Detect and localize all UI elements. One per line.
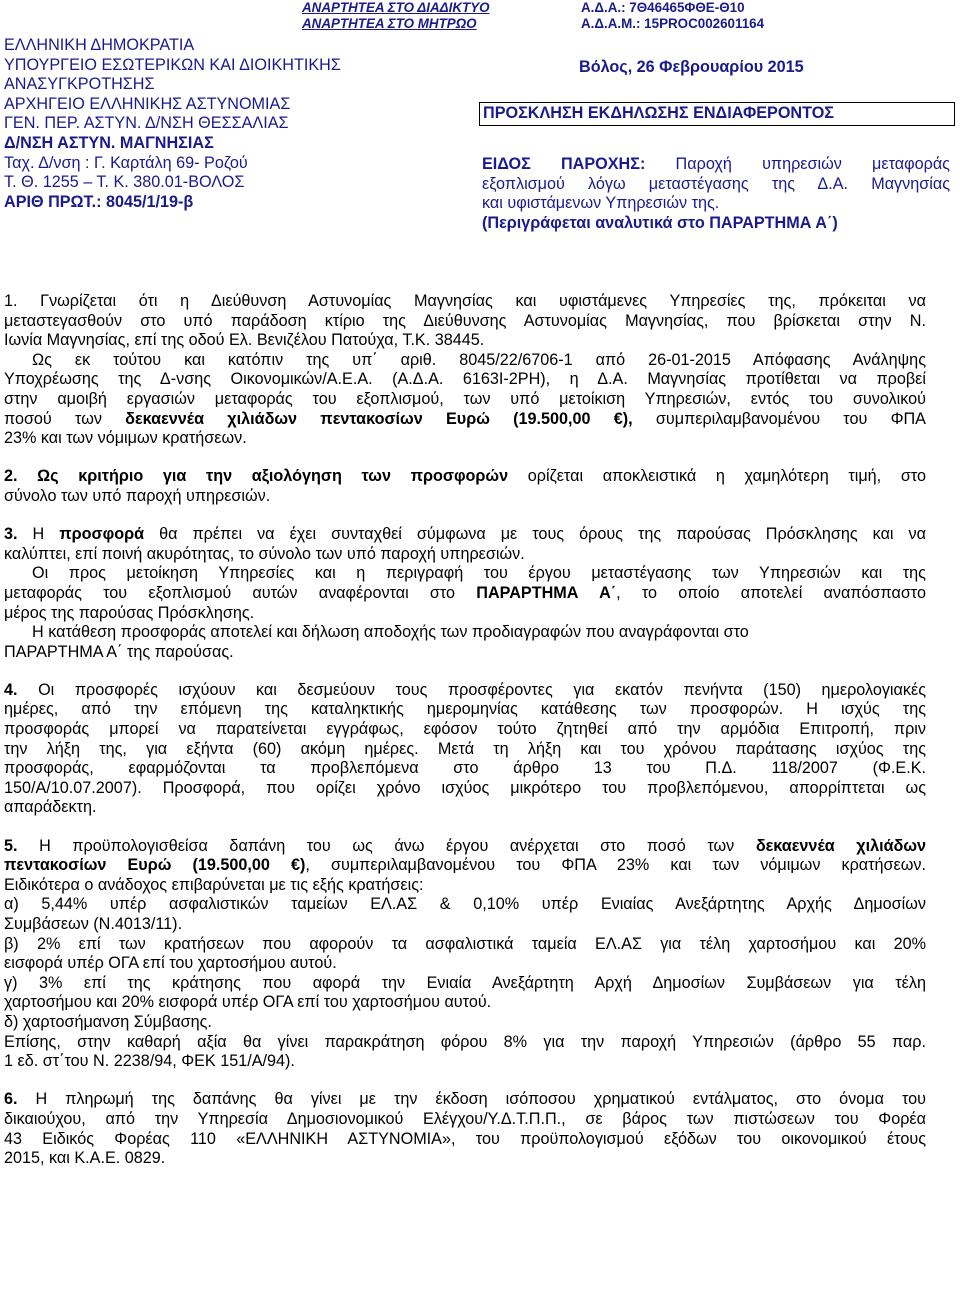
paragraph-text: συμπεριλαμβανομένου του ΦΠΑ bbox=[632, 409, 926, 428]
paragraph-line: Ιωνία Μαγνησίας, επί της οδού Ελ. Βενιζέλου Πατούχα, Τ.Κ. 38445. bbox=[4, 331, 485, 350]
section-number: 3. bbox=[4, 525, 18, 544]
paragraph-text: , συμπεριλαμβανομένου του ΦΠΑ 23% και των νόμιμων κρατήσεων. bbox=[305, 856, 926, 875]
paragraph-line: χαρτοσήμου και 20% εισφορά υπέρ ΟΓΑ επί του χαρτοσήμου αυτού. bbox=[4, 993, 492, 1012]
paragraph-text: Η προϋπολογισθείσα δαπάνη του ως άνω έργου ανέρχεται στο ποσό των bbox=[17, 836, 756, 855]
paragraph-text: Η bbox=[17, 525, 60, 544]
paragraph-line: Συμβάσεων (Ν.4013/11). bbox=[4, 915, 183, 933]
paragraph-line: Ειδικότερα ο ανάδοχος επιβαρύνεται με τις εξής κρατήσεις: bbox=[4, 875, 424, 894]
document-date: Βόλος, 26 Φεβρουαρίου 2015 bbox=[579, 58, 804, 76]
section-number: 2. bbox=[4, 467, 18, 486]
service-type-text: Παροχή υπηρεσιών μεταφοράς bbox=[645, 155, 950, 173]
paragraph-line: 23% και των νόμιμων κρατήσεων. bbox=[4, 429, 247, 448]
section-number: 5. bbox=[4, 836, 18, 855]
document-body bbox=[4, 292, 926, 1169]
paragraph-line: ημέρες, από την επόμενη της καταληκτικής ημερομηνίας κατάθεσης των προσφορών. Η ισχύς της bbox=[4, 700, 926, 719]
section-5 bbox=[4, 837, 926, 1072]
header-line: Ταχ. Δ/νση : Γ. Καρτάλη 69- Ροζού bbox=[4, 153, 248, 172]
header-line: Τ. Θ. 1255 – Τ. Κ. 380.01-ΒΟΛΟΣ bbox=[4, 173, 245, 192]
paragraph-line: προσφοράς, εφαρμόζονται τα προβλεπόμενα στο άρθρο 13 του Π.Δ. 118/2007 (Φ.Ε.Κ. bbox=[4, 759, 926, 778]
deduction-item: β) 2% επί των κρατήσεων που αφορούν τα ασφαλιστικά ταμεία ΕΛ.ΑΣ για τέλη χαρτοσήμου και 20% bbox=[4, 934, 926, 953]
header-line: ΑΡΧΗΓΕΙΟ ΕΛΛΗΝΙΚΗΣ ΑΣΤΥΝΟΜΙΑΣ bbox=[4, 94, 291, 113]
paragraph-line: 43 Ειδικός Φορέας 110 «ΕΛΛΗΝΙΚΗ ΑΣΤΥΝΟΜΙΑ», του προϋπολογισμού εξόδων του οικονομικού έτους bbox=[4, 1129, 926, 1148]
posting-internet: ΑΝΑΡΤΗΤΕΑ ΣΤΟ ΔΙΑΔΙΚΤΥΟ bbox=[302, 0, 490, 15]
ada-code: Α.Δ.Α.: 7Θ46465ΦΘΕ-Θ10 bbox=[581, 0, 745, 15]
paragraph-line: στην αμοιβή εργασιών μεταφοράς του εξοπλισμού, των υπό μετοίκιση Υπηρεσιών, εντός του συνολικού bbox=[4, 389, 926, 408]
paragraph-text: Η πληρωμή της δαπάνης θα γίνει με την έκδοση ισόποσου χρηματικού εντάλματος, στο όνομα του bbox=[17, 1090, 926, 1109]
paragraph-text: ποσού των bbox=[4, 409, 126, 428]
amount-number: πεντακοσίων Ευρώ (19.500,00 €) bbox=[4, 856, 306, 875]
paragraph-text: ορίζεται αποκλειστικά η χαμηλότερη τιμή, στο bbox=[508, 467, 926, 486]
posting-registry: ΑΝΑΡΤΗΤΕΑ ΣΤΟ ΜΗΤΡΩΟ bbox=[302, 16, 477, 31]
paragraph-line: εισφορά υπέρ ΟΓΑ επί του χαρτοσήμου αυτού. bbox=[4, 954, 337, 973]
paragraph-text: , το οποίο αποτελεί αναπόσπαστο bbox=[616, 583, 926, 602]
amount-words: δεκαεννέα χιλιάδων πεντακοσίων Ευρώ bbox=[125, 409, 490, 428]
document-title: ΠΡΟΣΚΛΗΣΗ ΕΚΔΗΛΩΣΗΣ ΕΝΔΙΑΦΕΡΟΝΤΟΣ bbox=[479, 102, 955, 126]
section-3 bbox=[4, 525, 926, 662]
deduction-item: γ) 3% επί της κράτησης που αφορά την Ενιαία Ανεξάρτητη Αρχή Δημοσίων Συμβάσεων για τέλη bbox=[4, 973, 926, 992]
paragraph-text: Οι προσφορές ισχύουν και δεσμεύουν τους προσφέροντες για εκατόν πενήντα (150) ημερολογιακές bbox=[17, 680, 926, 699]
section-number: 4. bbox=[4, 680, 18, 699]
header-line: ΓΕΝ. ΠΕΡ. ΑΣΤΥΝ. Δ/ΝΣΗ ΘΕΣΣΑΛΙΑΣ bbox=[4, 114, 289, 133]
header-line: ΑΝΑΣΥΓΚΡΟΤΗΣΗΣ bbox=[4, 75, 155, 94]
section-6 bbox=[4, 1090, 926, 1168]
service-type-text: εξοπλισμού λόγω μεταστέγασης της Δ.Α. Μαγνησίας bbox=[482, 174, 950, 193]
paragraph-line: 150/Α/10.07.2007). Προσφορά, που ορίζει χρόνο ισχύος μικρότερο του προβλεπόμενου, απορρίπτεται ως bbox=[4, 778, 926, 797]
header-line: Δ/ΝΣΗ ΑΣΤΥΝ. ΜΑΓΝΗΣΙΑΣ bbox=[4, 133, 214, 152]
issuer-header bbox=[4, 36, 341, 212]
paragraph-line: Οι προς μετοίκηση Υπηρεσίες και η περιγραφή του έργου μεταστέγασης των Υπηρεσιών και της bbox=[32, 564, 926, 583]
paragraph-line: ΠΑΡΑΡΤΗΜΑ Α΄ της παρούσας. bbox=[4, 642, 234, 661]
service-type-label: ΕΙΔΟΣ ΠΑΡΟΧΗΣ: bbox=[482, 155, 646, 173]
offer-keyword: προσφορά bbox=[59, 525, 145, 544]
protocol-number: ΑΡΙΘ ΠΡΩΤ.: 8045/1/19-β bbox=[4, 192, 194, 211]
paragraph-text: θα πρέπει να έχει συνταχθεί σύμφωνα με τους όρους της παρούσας Πρόσκλησης και να bbox=[144, 525, 927, 544]
section-2 bbox=[4, 467, 926, 506]
deduction-item: α) 5,44% υπέρ ασφαλιστικών ταμείων ΕΛ.ΑΣ & 0,10% υπέρ Ενιαίας Ανεξάρτητης Αρχής Δημοσίων bbox=[4, 895, 926, 914]
paragraph-line: καλύπτει, επί ποινή ακυρότητας, το σύνολο των υπό παροχή υπηρεσιών. bbox=[4, 544, 525, 563]
ada-codes bbox=[581, 0, 764, 32]
paragraph-line: μέρος της παρούσας Πρόσκλησης. bbox=[4, 603, 255, 622]
section-4 bbox=[4, 681, 926, 818]
adam-code: Α.Δ.Α.Μ.: 15PROC002601164 bbox=[581, 16, 765, 31]
service-type bbox=[482, 155, 950, 233]
paragraph-line: 2015, και Κ.Α.Ε. 0829. bbox=[4, 1149, 166, 1168]
paragraph-line: δικαιούχου, από την Υπηρεσία Δημοσιονομικού Ελέγχου/Υ.Δ.Τ.Π.Π., σε βάρος των πιστώσεων του Φορέα bbox=[4, 1109, 926, 1128]
amount-words: δεκαεννέα χιλιάδων bbox=[755, 836, 927, 855]
annex-reference: (Περιγράφεται αναλυτικά στο ΠΑΡΑΡΤΗΜΑ Α΄) bbox=[482, 213, 838, 232]
paragraph-text: μεταφοράς του εξοπλισμού αυτών αναφέρονται στο bbox=[4, 583, 477, 602]
section-number: 6. bbox=[4, 1090, 18, 1109]
header-line: ΕΛΛΗΝΙΚΗ ΔΗΜΟΚΡΑΤΙΑ bbox=[4, 36, 195, 54]
paragraph-line: 1. Γνωρίζεται ότι η Διεύθυνση Αστυνομίας Μαγνησίας και υφιστάμενες Υπηρεσίες της, πρόκειται να bbox=[4, 292, 926, 310]
posting-notice bbox=[302, 0, 490, 32]
criterion-heading: Ως κριτήριο για την αξιολόγηση των προσφορών bbox=[17, 467, 509, 486]
annex-reference: ΠΑΡΑΡΤΗΜΑ Α΄ bbox=[476, 583, 617, 602]
paragraph-line: Υποχρέωσης της Δ-νσης Οικονομικών/Α.Ε.Α. (Α.Δ.Α. 6163Ι-2ΡΗ), η Δ.Α. Μαγνησίας προτίθεται να προβεί bbox=[4, 370, 926, 389]
paragraph-line: μεταστεγασθούν στο υπό παράδοση κτίριο της Διεύθυνσης Αστυνομίας Μαγνησίας, που βρίσκεται στην Ν. bbox=[4, 311, 926, 330]
section-1 bbox=[4, 292, 926, 449]
paragraph-line: Η κατάθεση προσφοράς αποτελεί και δήλωση αποδοχής των προδιαγραφών που αναγράφονται στο bbox=[32, 623, 749, 642]
paragraph-line: Ως εκ τούτου και κατόπιν της υπ΄ αριθ. 8045/22/6706-1 από 26-01-2015 Απόφασης Ανάληψης bbox=[32, 350, 926, 369]
paragraph-line: προσφοράς μπορεί να παρατείνεται εγγράφως, εφόσον τούτο ζητηθεί από την αρμόδια Επιτροπή, πριν bbox=[4, 720, 926, 739]
service-type-text: και υφιστάμενων Υπηρεσιών της. bbox=[482, 194, 720, 213]
amount-number: (19.500,00 €), bbox=[489, 409, 633, 428]
paragraph-line: απαράδεκτη. bbox=[4, 798, 97, 817]
deduction-item: δ) χαρτοσήμανση Σύμβασης. bbox=[4, 1012, 212, 1031]
header-line: ΥΠΟΥΡΓΕΙΟ ΕΣΩΤΕΡΙΚΩΝ ΚΑΙ ΔΙΟΙΚΗΤΙΚΗΣ bbox=[4, 55, 341, 74]
paragraph-line: την λήξη της, για εξήντα (60) ακόμη ημέρες. Μετά τη λήξη και του χρόνου παράτασης ισχύος της bbox=[4, 739, 926, 758]
paragraph-line: σύνολο των υπό παροχή υπηρεσιών. bbox=[4, 486, 271, 505]
paragraph-line: 1 εδ. στ΄του Ν. 2238/94, ΦΕΚ 151/Α/94). bbox=[4, 1052, 295, 1071]
paragraph-line: Επίσης, στην καθαρή αξία θα γίνει παρακράτηση φόρου 8% για την παροχή Υπηρεσιών (άρθρο 55 παρ. bbox=[4, 1032, 926, 1051]
